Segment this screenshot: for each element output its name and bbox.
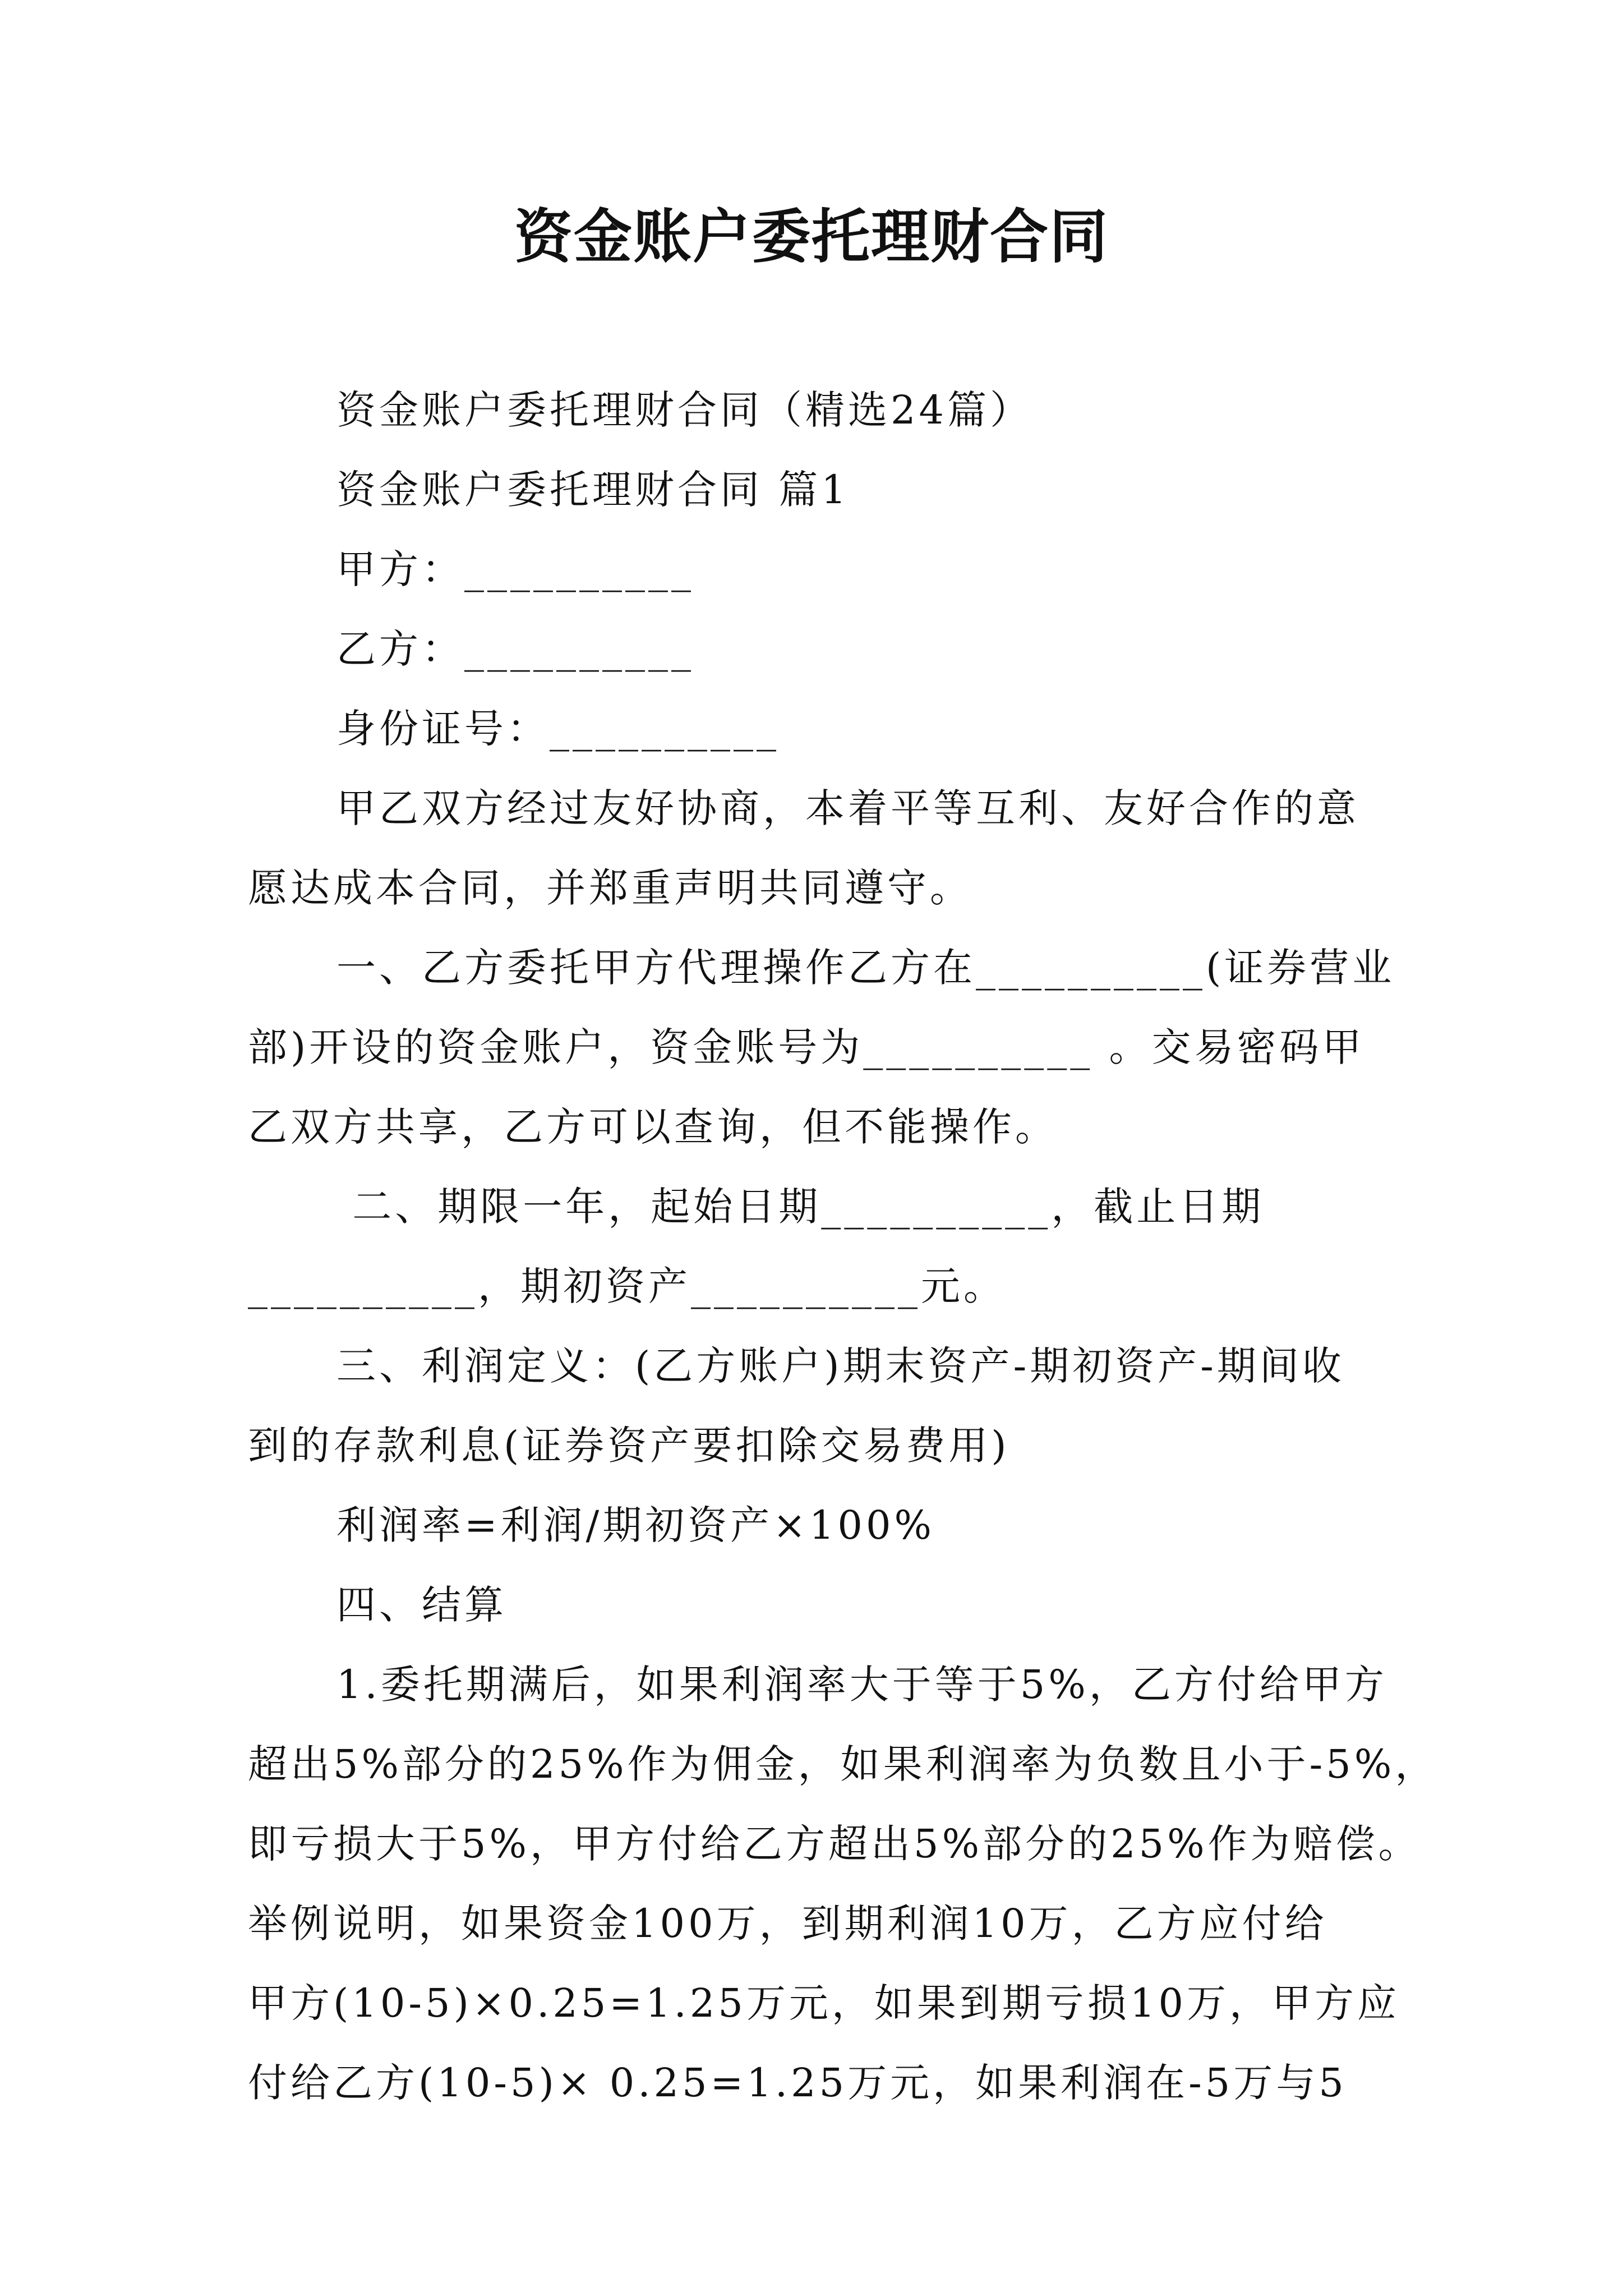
text-line: 付给乙方(10-5)× 0.25=1.25万元，如果利润在-5万与5 [248,2060,1347,2106]
text-line: 愿达成本合同，并郑重声明共同遵守。 [248,865,972,911]
paragraph-clause-2 [248,1167,1392,1326]
paragraph-preamble [248,769,1392,928]
paragraph-clause-3 [248,1326,1392,1485]
text-line: 二、期限一年，起始日期__________，截止日期 [336,1184,1265,1230]
paragraph-clause-4-heading [248,1565,1392,1645]
paragraph-profit-rate [248,1485,1392,1565]
text-line: 甲方(10-5)×0.25=1.25万元，如果到期亏损10万，甲方应 [248,1980,1400,2026]
paragraph-subtitle [248,370,1392,450]
text-line: 利润率=利润/期初资产×100% [336,1502,935,1548]
paragraph-party-a [248,530,1392,609]
document-title: 资金账户委托理财合同 [514,202,1109,271]
text-line: 乙双方共享，乙方可以查询，但不能操作。 [248,1104,1058,1150]
text-line: 一、乙方委托甲方代理操作乙方在__________(证券营业 [336,945,1395,991]
text-line: 资金账户委托理财合同 篇1 [336,467,850,513]
text-line: 到的存款利息(证券资产要扣除交易费用) [248,1423,1010,1469]
text-line: 资金账户委托理财合同（精选24篇） [336,387,1033,433]
document-body [248,370,1438,2123]
text-line: __________，期初资产__________元。 [248,1263,1006,1309]
paragraph-id-number [248,689,1392,769]
text-line: 四、结算 [336,1582,507,1628]
text-line: 1.委托期满后，如果利润率大于等于5%，乙方付给甲方 [336,1662,1387,1708]
text-line: 三、利润定义：(乙方账户)期末资产-期初资产-期间收 [336,1343,1345,1389]
text-line: 身份证号：__________ [336,706,780,752]
text-line: 部)开设的资金账户，资金账号为__________ 。交易密码甲 [248,1024,1365,1070]
paragraph-section-heading [248,450,1392,530]
text-line: 甲方：__________ [336,546,694,592]
text-line: 即亏损大于5%，甲方付给乙方超出5%部分的25%作为赔偿。 [248,1821,1421,1867]
paragraph-settlement-1 [248,1645,1438,2123]
text-line: 乙方：__________ [336,626,694,672]
paragraph-clause-1 [248,928,1395,1167]
text-line: 超出5%部分的25%作为佣金，如果利润率为负数且小于-5%， [248,1741,1438,1787]
text-line: 甲乙双方经过友好协商，本着平等互利、友好合作的意 [336,785,1359,831]
paragraph-party-b [248,609,1392,689]
text-line: 举例说明，如果资金100万，到期利润10万，乙方应付给 [248,1901,1327,1947]
